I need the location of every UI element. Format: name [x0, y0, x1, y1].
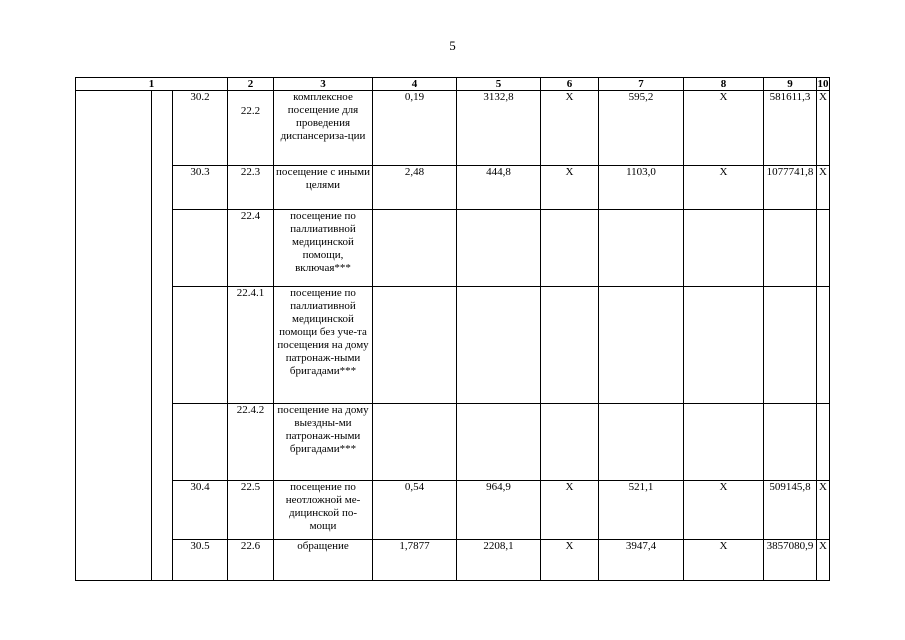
row-code-2: 22.2	[240, 105, 261, 117]
empty-cell	[817, 287, 830, 404]
cell-c4: 2,48	[373, 166, 457, 210]
row-code-2: 22.5	[228, 481, 274, 540]
cell-c5: 964,9	[457, 481, 541, 540]
empty-cell	[457, 210, 541, 287]
row-code-1: 30.3	[173, 166, 228, 210]
cell-c10: Х	[817, 91, 830, 166]
header-col-6: 6	[541, 78, 599, 91]
cell-c8: Х	[684, 91, 764, 166]
empty-cell	[764, 404, 817, 481]
empty-cell	[76, 91, 152, 581]
empty-cell	[764, 287, 817, 404]
cell-c4: 0,54	[373, 481, 457, 540]
row-name: посещение на дому выездны-ми патронаж-ными бригадами***	[274, 404, 373, 481]
row-code-1: 30.5	[173, 540, 228, 581]
row-code-2: 22.4.1	[228, 287, 274, 404]
cell-c9: 509145,8	[764, 481, 817, 540]
empty-cell	[373, 287, 457, 404]
table-row	[76, 166, 830, 210]
cell-c4: 0,19	[373, 91, 457, 166]
page-number: 5	[449, 38, 456, 53]
cell-c7: 521,1	[599, 481, 684, 540]
header-col-2: 2	[228, 78, 274, 91]
row-code-1: 30.4	[173, 481, 228, 540]
cell-c6: Х	[541, 540, 599, 581]
row-code-2: 22.3	[228, 166, 274, 210]
cell-c8: Х	[684, 481, 764, 540]
cell-c7: 595,2	[599, 91, 684, 166]
empty-cell	[373, 210, 457, 287]
cell-c7: 3947,4	[599, 540, 684, 581]
empty-cell	[457, 287, 541, 404]
empty-cell	[457, 404, 541, 481]
empty-cell	[764, 210, 817, 287]
table-row	[76, 481, 830, 540]
cell-c6: Х	[541, 166, 599, 210]
empty-cell	[599, 210, 684, 287]
row-code-2: 22.4	[228, 210, 274, 287]
empty-cell	[373, 404, 457, 481]
header-col-7: 7	[599, 78, 684, 91]
empty-cell	[684, 287, 764, 404]
empty-cell	[817, 210, 830, 287]
row-code-1: 30.2	[173, 91, 228, 166]
header-col-8: 8	[684, 78, 764, 91]
row-name: посещение по паллиативной медицинской помощи, включая***	[274, 210, 373, 287]
table-row	[76, 91, 830, 166]
header-col-4: 4	[373, 78, 457, 91]
empty-cell	[541, 404, 599, 481]
empty-cell	[817, 404, 830, 481]
empty-cell	[541, 287, 599, 404]
row-code-2-cell	[228, 91, 274, 166]
cell-c6: Х	[541, 481, 599, 540]
header-row	[76, 78, 830, 91]
table-row	[76, 210, 830, 287]
cell-c10: Х	[817, 540, 830, 581]
empty-cell	[152, 91, 173, 581]
row-code-2: 22.4.2	[228, 404, 274, 481]
row-code-2: 22.6	[228, 540, 274, 581]
cell-c9: 581611,3	[764, 91, 817, 166]
header-col-1: 1	[76, 78, 228, 91]
cell-c8: Х	[684, 166, 764, 210]
cell-c6: Х	[541, 91, 599, 166]
row-name: посещение по паллиативной медицинской помощи без уче-та посещения на дому патронаж-ными бригадами***	[274, 287, 373, 404]
cell-c5: 2208,1	[457, 540, 541, 581]
cell-c5: 3132,8	[457, 91, 541, 166]
row-code-1	[173, 287, 228, 404]
empty-cell	[599, 404, 684, 481]
empty-cell	[599, 287, 684, 404]
data-table	[75, 77, 830, 581]
row-code-1	[173, 404, 228, 481]
table-row	[76, 287, 830, 404]
cell-c9: 1077741,8	[764, 166, 817, 210]
table-row	[76, 404, 830, 481]
cell-c5: 444,8	[457, 166, 541, 210]
header-col-3: 3	[274, 78, 373, 91]
header-col-10: 10	[817, 78, 829, 90]
row-name: посещение с иными целями	[274, 166, 373, 210]
cell-c4: 1,7877	[373, 540, 457, 581]
cell-c7: 1103,0	[599, 166, 684, 210]
empty-cell	[684, 404, 764, 481]
table-row	[76, 540, 830, 581]
cell-c9: 3857080,9	[764, 540, 817, 581]
empty-cell	[541, 210, 599, 287]
row-name: посещение по неотложной ме-дицинской по-мощи	[274, 481, 373, 540]
empty-cell	[684, 210, 764, 287]
row-name: комплексное посещение для проведения диспансериза-ции	[274, 91, 373, 166]
header-col-9: 9	[764, 78, 817, 91]
row-code-1	[173, 210, 228, 287]
row-name: обращение	[274, 540, 373, 581]
cell-c10: Х	[817, 481, 830, 540]
cell-c10: Х	[817, 166, 830, 210]
header-col-5: 5	[457, 78, 541, 91]
cell-c8: Х	[684, 540, 764, 581]
